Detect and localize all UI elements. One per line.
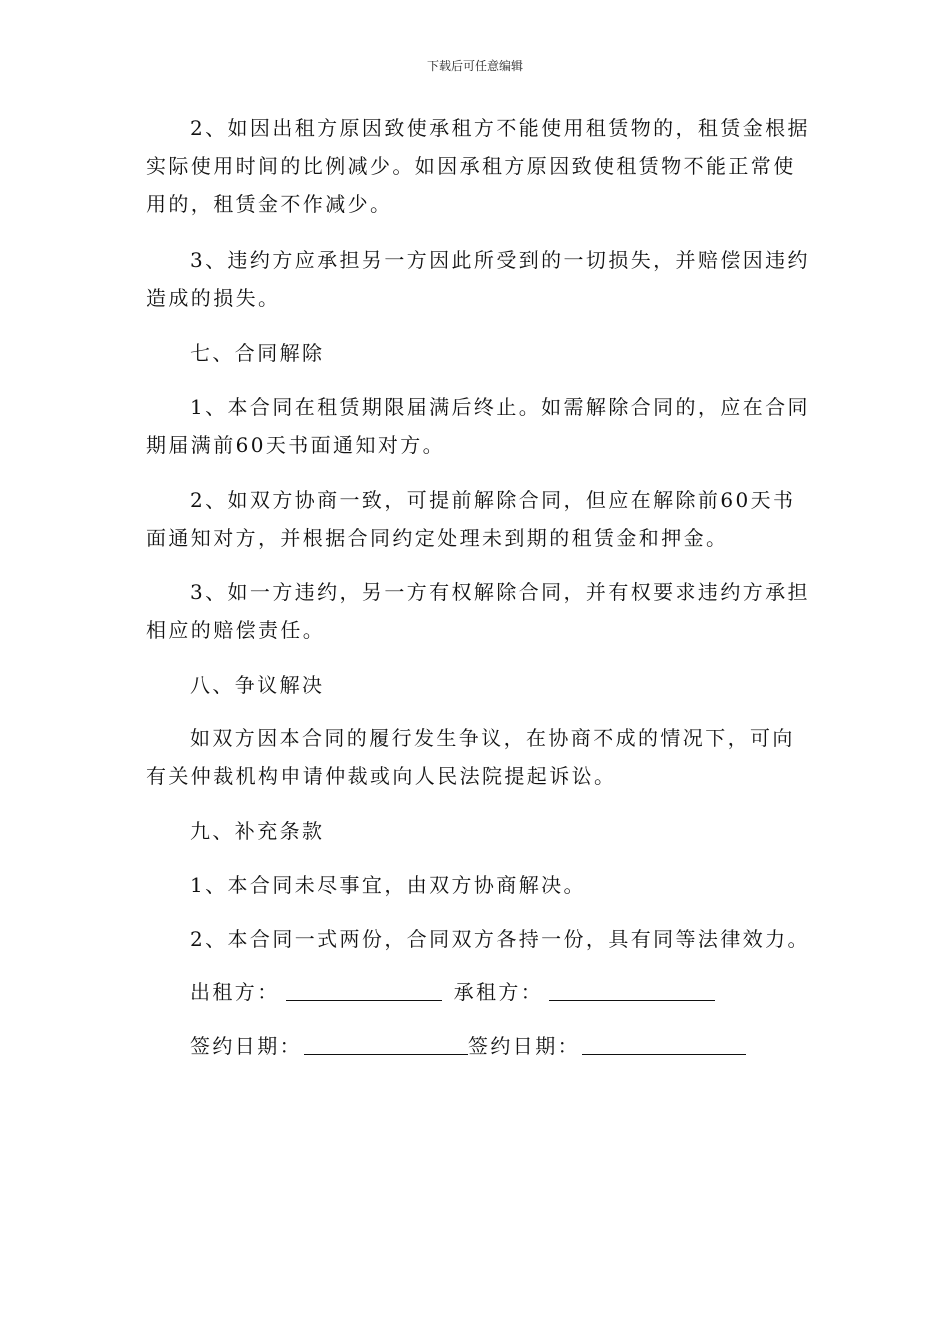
paragraph-line xyxy=(146,920,810,958)
paragraph-text: 2、如因出租方原因致使承租方不能使用租赁物的，租赁金根据 xyxy=(190,116,810,140)
paragraph-text: 3、违约方应承担另一方因此所受到的一切损失，并赔偿因违约 xyxy=(190,248,810,272)
section-heading xyxy=(146,812,324,850)
paragraph-line xyxy=(146,185,392,223)
paragraph-text: 1、本合同未尽事宜，由双方协商解决。 xyxy=(190,873,586,897)
paragraph-line xyxy=(146,573,810,611)
paragraph-text: 2、本合同一式两份，合同双方各持一份，具有同等法律效力。 xyxy=(190,927,810,951)
section-heading-text: 七、合同解除 xyxy=(190,341,325,365)
paragraph-text: 如双方因本合同的履行发生争议，在协商不成的情况下，可向 xyxy=(190,726,795,750)
paragraph-text: 有关仲裁机构申请仲裁或向人民法院提起诉讼。 xyxy=(146,764,617,788)
paragraph-line xyxy=(146,757,616,795)
paragraph-text: 面通知对方，并根据合同约定处理未到期的租赁金和押金。 xyxy=(146,526,729,550)
paragraph-text: 造成的损失。 xyxy=(146,286,281,310)
paragraph-line xyxy=(146,388,810,426)
paragraph-text: 1、本合同在租赁期限届满后终止。如需解除合同的，应在合同 xyxy=(190,395,810,419)
paragraph-text: 用的，租赁金不作减少。 xyxy=(146,192,393,216)
paragraph-line xyxy=(146,147,796,185)
date-blank-1[interactable] xyxy=(304,1034,468,1055)
section-heading-text: 八、争议解决 xyxy=(190,673,325,697)
date-blank-2[interactable] xyxy=(582,1034,746,1055)
lessee-signature-blank[interactable] xyxy=(549,980,715,1001)
paragraph-line xyxy=(146,426,445,464)
paragraph-line xyxy=(146,719,795,757)
lessor-label: 出租方： xyxy=(190,980,280,1004)
lessor-signature-blank[interactable] xyxy=(286,980,442,1001)
date-label-1: 签约日期： xyxy=(190,1034,302,1058)
paragraph-text: 2、如双方协商一致，可提前解除合同，但应在解除前60天书 xyxy=(190,488,796,512)
paragraph-text: 相应的赔偿责任。 xyxy=(146,618,326,642)
paragraph-text: 实际使用时间的比例减少。如因承租方原因致使租赁物不能正常使 xyxy=(146,154,796,178)
paragraph-line xyxy=(146,279,280,317)
section-heading xyxy=(146,666,324,704)
paragraph-line xyxy=(146,481,795,519)
paragraph-line xyxy=(146,241,810,279)
paragraph-line xyxy=(146,519,728,557)
paragraph-line xyxy=(146,109,810,147)
paragraph-line xyxy=(146,611,325,649)
paragraph-line xyxy=(146,866,586,904)
lessee-label: 承租方： xyxy=(453,980,544,1004)
date-label-2: 签约日期： xyxy=(468,1034,580,1058)
paragraph-text: 3、如一方违约，另一方有权解除合同，并有权要求违约方承担 xyxy=(190,580,810,604)
section-heading xyxy=(146,334,324,372)
signature-dates-row xyxy=(146,1027,752,1065)
signature-parties-row xyxy=(146,973,721,1011)
paragraph-text: 期届满前60天书面通知对方。 xyxy=(146,433,446,457)
section-heading-text: 九、补充条款 xyxy=(190,819,325,843)
page-header: 下载后可任意编辑 xyxy=(426,59,523,73)
